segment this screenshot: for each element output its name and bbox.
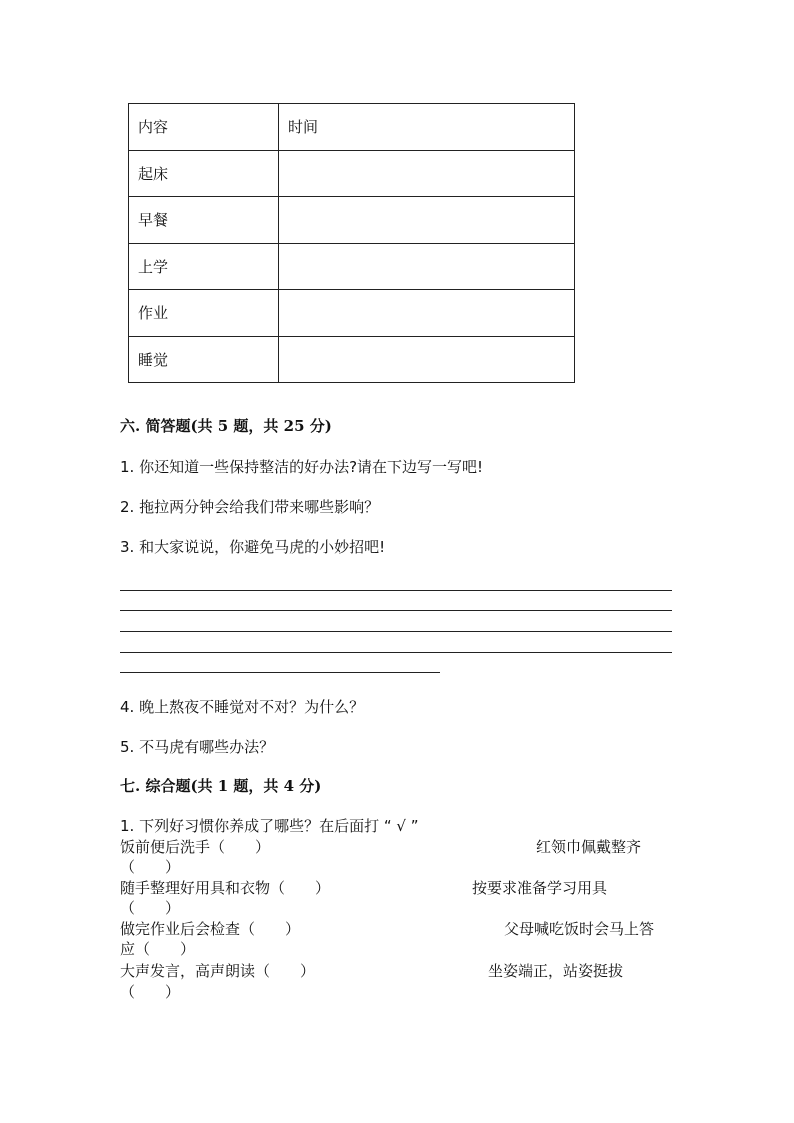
answer-line[interactable] bbox=[120, 610, 672, 611]
question-6-3: 3. 和大家说说，你避免马虎的小妙招吧! bbox=[120, 538, 386, 556]
table-row bbox=[129, 150, 575, 197]
table-cell-label: 上学 bbox=[129, 243, 279, 290]
habit-item[interactable]: 按要求准备学习用具 bbox=[472, 879, 608, 897]
question-6-5: 5. 不马虎有哪些办法？ bbox=[120, 738, 275, 756]
habit-item-bracket[interactable]: （ ） bbox=[120, 858, 181, 876]
table-header-row bbox=[129, 104, 575, 151]
habit-item-bracket[interactable]: （ ） bbox=[120, 899, 181, 917]
answer-line[interactable] bbox=[120, 590, 672, 591]
section-7-heading: 七. 综合题(共 1 题，共 4 分) bbox=[120, 777, 322, 795]
table-header-cell: 内容 bbox=[129, 104, 279, 151]
answer-line[interactable] bbox=[120, 672, 440, 673]
habit-item[interactable]: 做完作业后会检查（ ） bbox=[120, 920, 301, 938]
habit-item-bracket[interactable]: 应（ ） bbox=[120, 940, 196, 958]
answer-line[interactable] bbox=[120, 652, 672, 653]
habit-item[interactable]: 父母喊吃饭时会马上答 bbox=[504, 920, 655, 938]
question-6-4: 4. 晚上熬夜不睡觉对不对？为什么？ bbox=[120, 698, 365, 716]
table-row bbox=[129, 197, 575, 244]
habit-item[interactable]: 饭前便后洗手（ ） bbox=[120, 838, 271, 856]
habit-item[interactable]: 红领巾佩戴整齐 bbox=[536, 838, 642, 856]
table-cell-time[interactable] bbox=[279, 197, 575, 244]
habit-item[interactable]: 坐姿端正，站姿挺拔 bbox=[488, 962, 624, 980]
question-6-2: 2. 拖拉两分钟会给我们带来哪些影响？ bbox=[120, 498, 380, 516]
question-7-1: 1. 下列好习惯你养成了哪些？在后面打 “ √ ” bbox=[120, 817, 419, 835]
table-cell-label: 作业 bbox=[129, 290, 279, 337]
table-cell-time[interactable] bbox=[279, 290, 575, 337]
habit-item[interactable]: 大声发言，高声朗读（ ） bbox=[120, 962, 316, 980]
table-cell-time[interactable] bbox=[279, 150, 575, 197]
answer-line[interactable] bbox=[120, 631, 672, 632]
table-row bbox=[129, 243, 575, 290]
table-row bbox=[129, 290, 575, 337]
question-6-1: 1. 你还知道一些保持整洁的好办法?请在下边写一写吧! bbox=[120, 458, 484, 476]
table-cell-label: 早餐 bbox=[129, 197, 279, 244]
habit-item[interactable]: 随手整理好用具和衣物（ ） bbox=[120, 879, 331, 897]
table-cell-time[interactable] bbox=[279, 336, 575, 383]
table-cell-label: 睡觉 bbox=[129, 336, 279, 383]
schedule-table bbox=[128, 103, 575, 383]
habit-item-bracket[interactable]: （ ） bbox=[120, 983, 181, 1001]
table-cell-time[interactable] bbox=[279, 243, 575, 290]
table-header-cell: 时间 bbox=[279, 104, 575, 151]
table-row bbox=[129, 336, 575, 383]
table-cell-label: 起床 bbox=[129, 150, 279, 197]
section-6-heading: 六. 简答题(共 5 题，共 25 分) bbox=[120, 417, 332, 435]
